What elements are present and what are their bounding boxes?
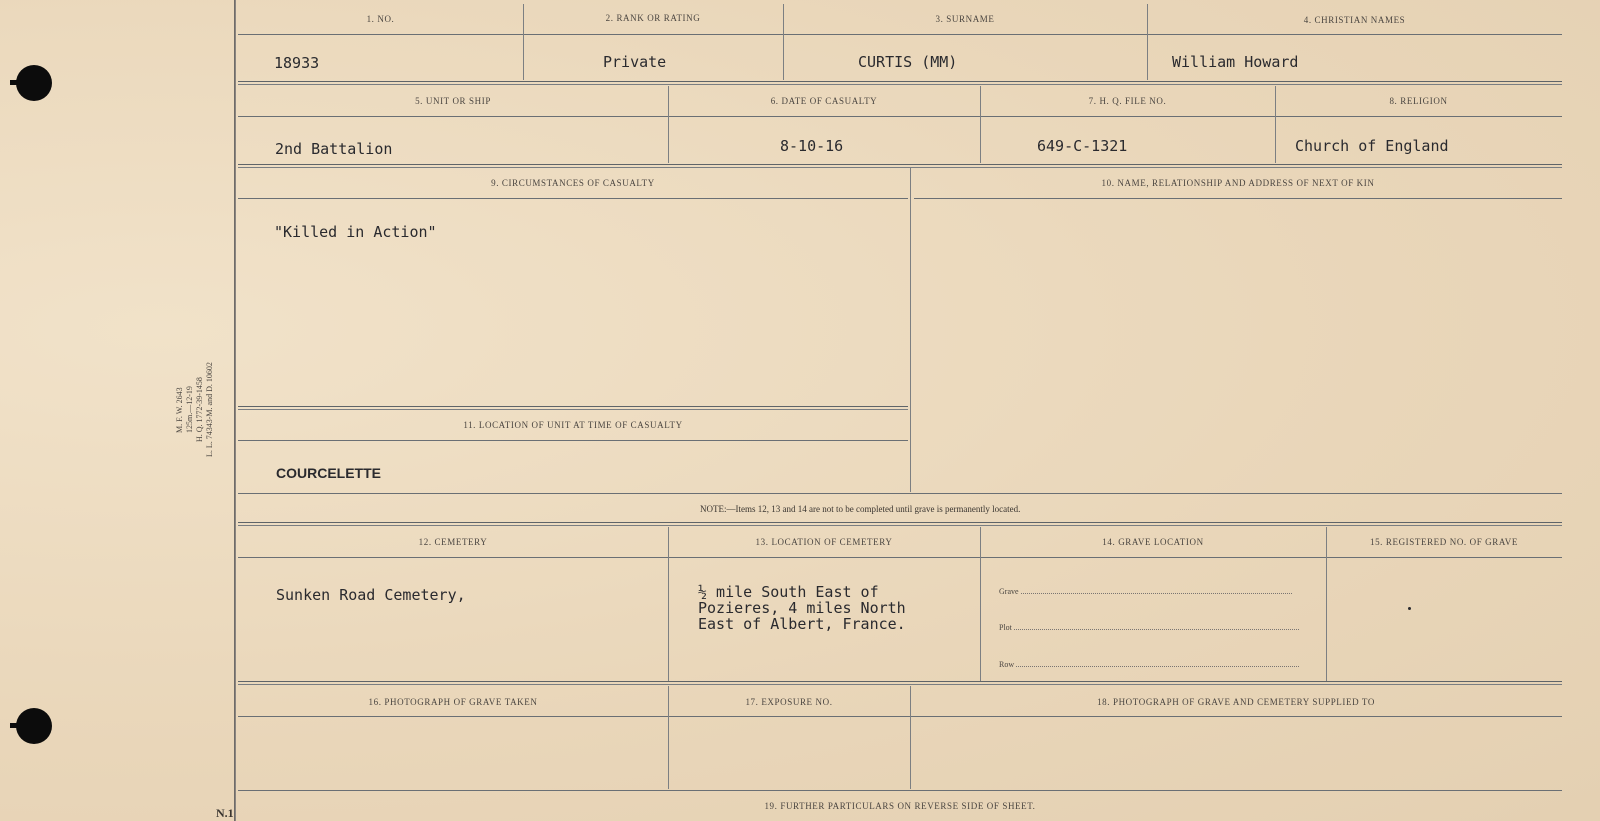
field-label-location-cemetery: 13. LOCATION OF CEMETERY: [755, 537, 893, 547]
rule: [238, 790, 1562, 791]
rule: [238, 681, 1562, 682]
field-label-exposure: 17. EXPOSURE NO.: [745, 697, 833, 707]
field-label-circumstances: 9. CIRCUMSTANCES OF CASUALTY: [491, 178, 655, 188]
punch-hole-top: [16, 65, 52, 101]
ink-speck: [1408, 607, 1411, 610]
field-value-circumstances: "Killed in Action": [274, 223, 437, 241]
rule: [238, 440, 908, 441]
rule: [914, 198, 1562, 199]
form-reference-line: M. F. W. 2643: [175, 387, 184, 433]
rule: [238, 406, 908, 407]
grave-line: [999, 587, 1292, 596]
field-value-unit: 2nd Battalion: [275, 140, 393, 158]
field-label-no: 1. NO.: [366, 14, 395, 24]
field-label-surname: 3. SURNAME: [935, 14, 995, 24]
field-label-next-of-kin: 10. NAME, RELATIONSHIP AND ADDRESS OF NEXT OF KIN: [1101, 178, 1375, 188]
corner-note: N.1: [216, 806, 234, 820]
column-divider: [980, 527, 981, 681]
rule: [238, 522, 1562, 523]
field-value-surname: CURTIS (MM): [858, 53, 958, 71]
form-reference-line: 125m.—12-19: [185, 386, 194, 434]
field-label-date: 6. DATE OF CASUALTY: [770, 96, 878, 106]
grave-line-label: Grave: [999, 587, 1019, 596]
field-label-grave-location: 14. GRAVE LOCATION: [1102, 537, 1204, 547]
row-line-label: Row: [999, 660, 1015, 669]
field-label-further: 19. FURTHER PARTICULARS ON REVERSE SIDE OF SHEET.: [764, 801, 1036, 811]
column-divider: [910, 168, 911, 492]
row-line: [999, 660, 1299, 669]
field-value-location-cemetery: ½ mile South East of Pozieres, 4 miles North East of Albert, France.: [698, 583, 906, 633]
plot-line-label: Plot: [999, 623, 1012, 632]
field-label-photo-supplied: 18. PHOTOGRAPH OF GRAVE AND CEMETERY SUPPLIED TO: [1097, 697, 1375, 707]
field-value-cemetery: Sunken Road Cemetery,: [276, 586, 466, 604]
field-value-religion: Church of England: [1295, 137, 1449, 155]
grave-line-dots: [1021, 587, 1292, 594]
row-line-dots: [1016, 660, 1299, 667]
field-label-rank: 2. RANK OR RATING: [605, 13, 701, 23]
field-label-registered-no: 15. REGISTERED NO. OF GRAVE: [1369, 537, 1519, 547]
rule: [238, 557, 1562, 558]
field-label-cemetery: 12. CEMETERY: [418, 537, 488, 547]
rule: [238, 34, 1562, 35]
field-value-no: 18933: [274, 54, 320, 72]
form-reference-note: [175, 345, 235, 475]
rule: [238, 81, 1562, 82]
field-label-religion: 8. RELIGION: [1389, 96, 1448, 106]
completion-note: NOTE:—Items 12, 13 and 14 are not to be completed until grave is permanently located.: [700, 504, 1021, 514]
field-label-photo-taken: 16. PHOTOGRAPH OF GRAVE TAKEN: [368, 697, 538, 707]
plot-line-dots: [1014, 623, 1299, 630]
field-label-unit: 5. UNIT OR SHIP: [415, 96, 491, 106]
field-value-hq-file: 649-C-1321: [1037, 137, 1128, 155]
form-reference-line: L. L. 74343-M. and D. 10602: [205, 362, 214, 458]
punch-hole-bottom: [16, 708, 52, 744]
rule: [238, 493, 1562, 494]
field-label-location-unit: 11. LOCATION OF UNIT AT TIME OF CASUALTY: [463, 420, 683, 430]
field-label-christian-names: 4. CHRISTIAN NAMES: [1303, 15, 1406, 25]
field-value-date: 8-10-16: [780, 137, 844, 155]
column-divider: [1326, 527, 1327, 681]
field-value-location-unit: COURCELETTE: [276, 465, 381, 481]
field-value-christian-names: William Howard: [1172, 53, 1299, 71]
plot-line: [999, 623, 1299, 632]
column-divider: [668, 527, 669, 681]
rule: [238, 164, 1562, 165]
rule: [238, 716, 1562, 717]
form-reference-line: H. Q. 1772-39-1458: [195, 377, 204, 443]
field-value-rank: Private: [603, 53, 667, 71]
rule: [238, 198, 908, 199]
field-label-hq-file: 7. H. Q. FILE NO.: [1088, 96, 1167, 106]
rule: [238, 116, 1562, 117]
